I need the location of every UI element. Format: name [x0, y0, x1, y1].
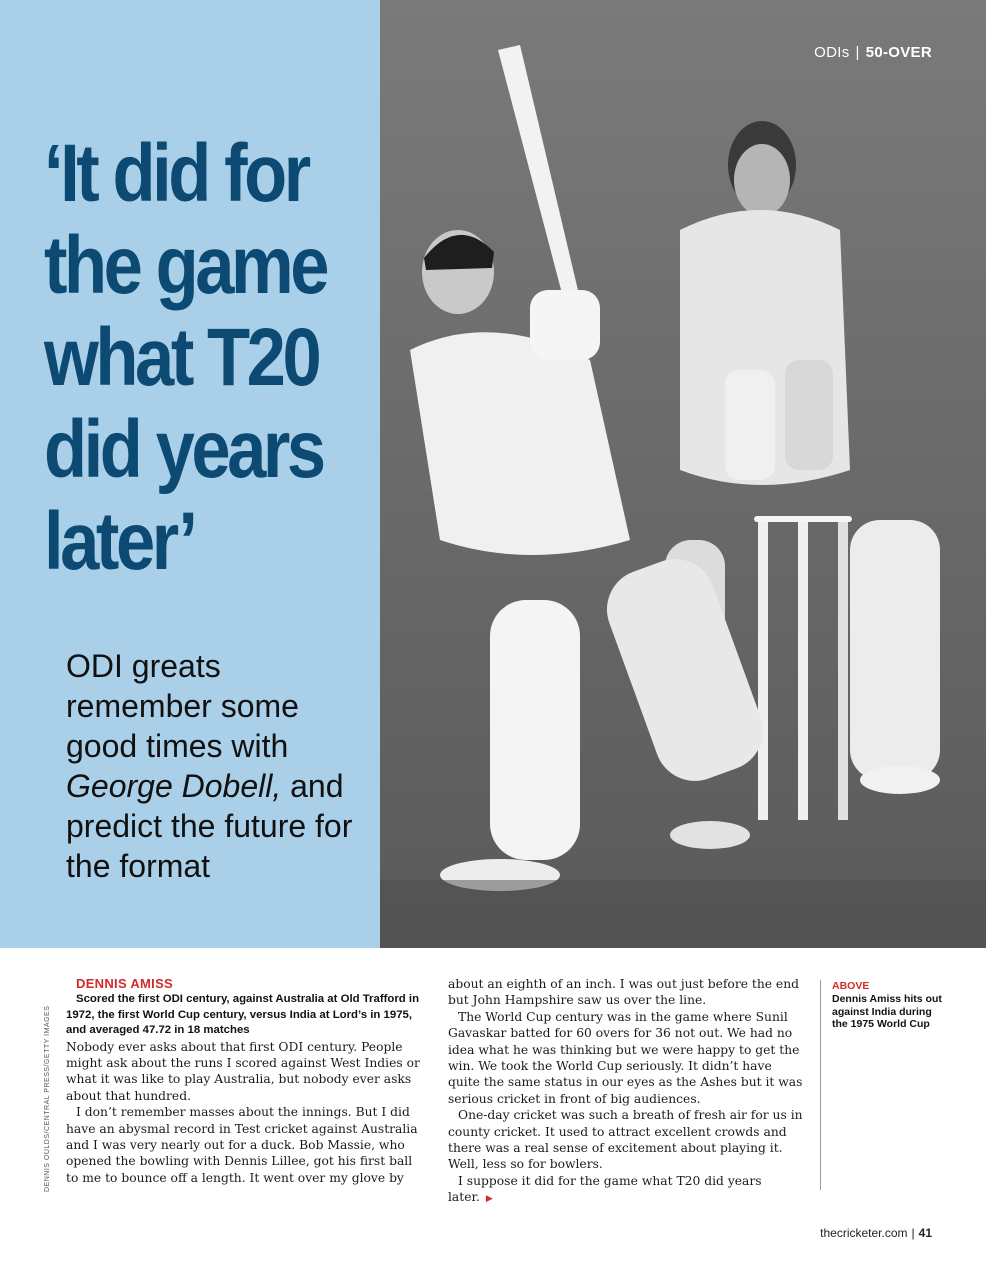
- article-column-2: [448, 976, 803, 1208]
- player-bio: Scored the first ODI century, against Australia at Old Trafford in 1972, the first World Cup century, versus India at Lord’s in 1975, and averaged 47.72 in 18 matches: [66, 993, 420, 1037]
- section-label: 50-OVER: [865, 44, 932, 61]
- standfirst: [66, 646, 366, 886]
- headline-panel: [0, 0, 380, 948]
- footer-separator: |: [911, 1226, 915, 1240]
- standfirst-author: George Dobell,: [66, 768, 282, 804]
- paragraph: The World Cup century was in the game where Sunil Gavaskar batted for 60 overs for 36 not out. We had no idea what he was thinking but we were happy to get the win. We took the World Cup seriously. It didn’t have quite the same status in our eyes as the Ashes but it was serious cricket in front of big audiences.: [448, 1009, 803, 1106]
- paragraph: One-day cricket was such a breath of fresh air for us in county cricket. It used to attract excellent crowds and there was a real sense of excitement about playing it. Well, less so for bowlers.: [448, 1108, 803, 1172]
- footer-site: thecricketer.com: [820, 1226, 908, 1240]
- photo-credit: DENNIS OULDS/CENTRAL PRESS/GETTY IMAGES: [44, 1005, 51, 1192]
- paragraph-final: [448, 1173, 803, 1208]
- headline: ‘It did for the game what T20 did years later’: [44, 128, 327, 587]
- paragraph: about an eighth of an inch. I was out just before the end but John Hampshire saw us over the line.: [448, 977, 800, 1008]
- section-separator: |: [855, 44, 860, 61]
- photo-caption: [832, 980, 942, 1031]
- caption-divider: [820, 980, 821, 1190]
- article-column-1: [66, 976, 428, 1186]
- triangle-end-icon: ▶: [485, 1194, 493, 1205]
- caption-text: Dennis Amiss hits out against India during the 1975 World Cup: [832, 993, 942, 1030]
- cricket-batsman-photo: [380, 0, 986, 948]
- standfirst-outro: and predict the future for the format: [66, 768, 353, 884]
- section-tag: [814, 44, 932, 61]
- standfirst-intro: ODI greats remember some good times with: [66, 648, 299, 764]
- page-number: 41: [918, 1226, 932, 1240]
- paragraph: I don’t remember masses about the innings. But I did have an abysmal record in Test cricket against Australia and I was very nearly out for a duck. Bob Massie, who opened the bowling with Dennis Lillee, got his first ball to me to bounce off a length. It went over my glove by: [66, 1105, 418, 1185]
- caption-label: ABOVE: [832, 980, 870, 992]
- player-kicker: DENNIS AMISS: [76, 976, 174, 991]
- photo-illustration: [380, 0, 986, 948]
- paragraph-final-text: I suppose it did for the game what T20 did years later.: [448, 1173, 762, 1205]
- section-category: ODIs: [814, 44, 850, 61]
- page-footer: [820, 1226, 932, 1240]
- paragraph: Nobody ever asks about that first ODI century. People might ask about the runs I scored against West Indies or what it was like to play Australia, but nobody ever asks about that hundred.: [66, 1039, 420, 1103]
